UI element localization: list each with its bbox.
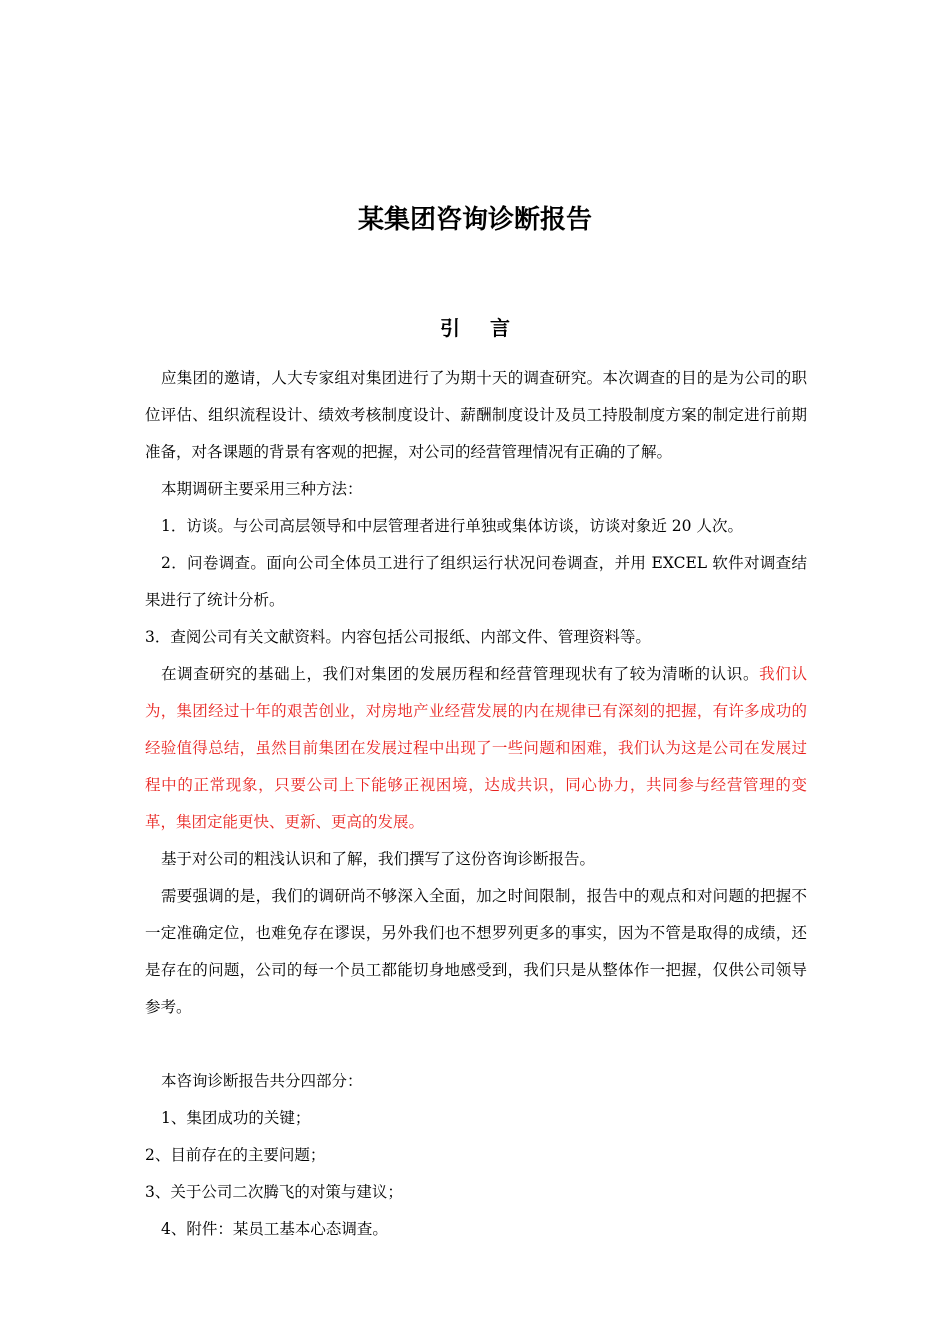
paragraph-disclaimer: 需要强调的是，我们的调研尚不够深入全面，加之时间限制，报告中的观点和对问题的把握不一定准确定位，也难免存在谬误，另外我们也不想罗列更多的事实，因为不管是取得的成绩，还是存在的问题，公司的每一个员工都能切身地感受到，我们只是从整体作一把握，仅供公司领导参考。 xyxy=(145,887,807,1016)
findings-text: 在调查研究的基础上，我们对集团的发展历程和经营管理现状有了较为清晰的认识。 xyxy=(161,665,760,683)
highlighted-conclusion: 我们认为，集团经过十年的艰苦创业，对房地产业经营发展的内在规律已有深刻的把握，有许多成功的经验值得总结，虽然目前集团在发展过程中出现了一些问题和困难，我们认为这是公司在发展过程中的正常现象，只要公司上下能够正视困境，达成共识，同心协力，共同参与经营管理的变革，集团定能更快、更新、更高的发展。 xyxy=(145,665,807,831)
paragraph-findings xyxy=(145,656,807,841)
method-item-3: 3．查阅公司有关文献资料。内容包括公司报纸、内部文件、管理资料等。 xyxy=(145,628,651,646)
section-heading: 引言 xyxy=(440,316,540,340)
part-item-1: 1、集团成功的关键； xyxy=(161,1109,311,1127)
paragraph-intro: 应集团的邀请，人大专家组对集团进行了为期十天的调查研究。本次调查的目的是为公司的职位评估、组织流程设计、绩效考核制度设计、薪酬制度设计及员工持股制度方案的制定进行前期准备，对各课题的背景有客观的把握，对公司的经营管理情况有正确的了解。 xyxy=(145,369,807,461)
page-title: 某集团咨询诊断报告 xyxy=(357,205,592,235)
part-item-3: 3、关于公司二次腾飞的对策与建议； xyxy=(145,1183,403,1201)
part-item-4: 4、附件：某员工基本心态调查。 xyxy=(161,1220,388,1238)
paragraph-methods-intro: 本期调研主要采用三种方法： xyxy=(161,480,363,498)
paragraph-structure: 本咨询诊断报告共分四部分： xyxy=(161,1072,363,1090)
document-body xyxy=(145,360,807,1248)
method-item-1: 1．访谈。与公司高层领导和中层管理者进行单独或集体访谈，访谈对象近 20 人次。 xyxy=(161,517,743,535)
spacer xyxy=(145,1026,807,1063)
method-item-2: 2．问卷调查。面向公司全体员工进行了组织运行状况问卷调查，并用 EXCEL 软件对调查结果进行了统计分析。 xyxy=(145,554,807,609)
part-item-2: 2、目前存在的主要问题； xyxy=(145,1146,326,1164)
paragraph-report-basis: 基于对公司的粗浅认识和了解，我们撰写了这份咨询诊断报告。 xyxy=(161,850,596,868)
